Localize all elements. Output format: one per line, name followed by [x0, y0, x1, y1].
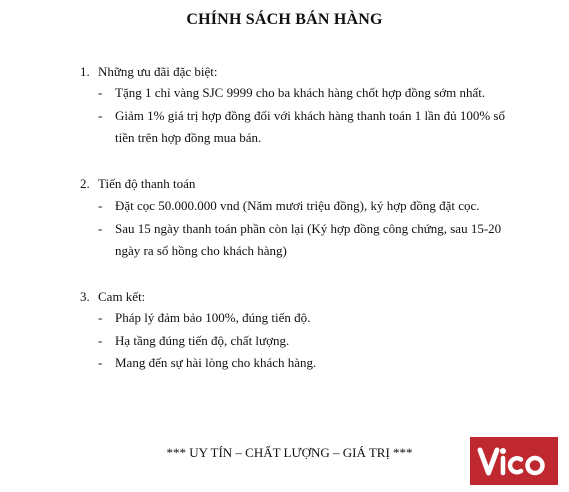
section-number: 1. [80, 64, 90, 79]
section-number: 2. [80, 176, 90, 191]
list-item-text: Sau 15 ngày thanh toán phần còn lại (Ký hợp đồng công chứng, sau 15-20 ngày ra sổ hồng cho khách hàng) [115, 221, 502, 258]
vico-logo-mark [476, 441, 552, 481]
bullet-dash: - [98, 355, 103, 370]
section-heading [80, 176, 195, 192]
vico-logo [470, 437, 558, 485]
section-heading [80, 289, 145, 305]
footer-slogan: *** UY TÍN – CHẤT LƯỢNG – GIÁ TRỊ *** [166, 445, 413, 460]
list-item-text: Giảm 1% giá trị hợp đồng đối với khách hàng thanh toán 1 lần đủ 100% số tiền trên hợp đồng mua bán. [115, 108, 505, 145]
list-item-text: Hạ tầng đúng tiến độ, chất lượng. [115, 333, 290, 348]
list-item-text: Pháp lý đảm bảo 100%, đúng tiến độ. [115, 310, 311, 325]
list-item-text: Đặt cọc 50.000.000 vnd (Năm mươi triệu đồng), ký hợp đồng đặt cọc. [115, 198, 480, 213]
section-number: 3. [80, 289, 90, 304]
section-title: Tiến độ thanh toán [98, 176, 196, 191]
list-item-text: Tặng 1 chỉ vàng SJC 9999 cho ba khách hàng chốt hợp đồng sớm nhất. [115, 85, 486, 100]
bullet-dash: - [98, 85, 103, 100]
bullet-dash: - [98, 221, 103, 236]
bullet-dash: - [98, 333, 103, 348]
bullet-dash: - [98, 198, 103, 213]
page-title: CHÍNH SÁCH BÁN HÀNG [186, 11, 383, 28]
section-heading [80, 64, 218, 80]
list-item-text: Mang đến sự hài lòng cho khách hàng. [115, 355, 317, 370]
bullet-dash: - [98, 108, 103, 123]
section-title: Cam kết: [98, 289, 146, 304]
bullet-dash: - [98, 310, 103, 325]
section-title: Những ưu đãi đặc biệt: [98, 64, 218, 79]
